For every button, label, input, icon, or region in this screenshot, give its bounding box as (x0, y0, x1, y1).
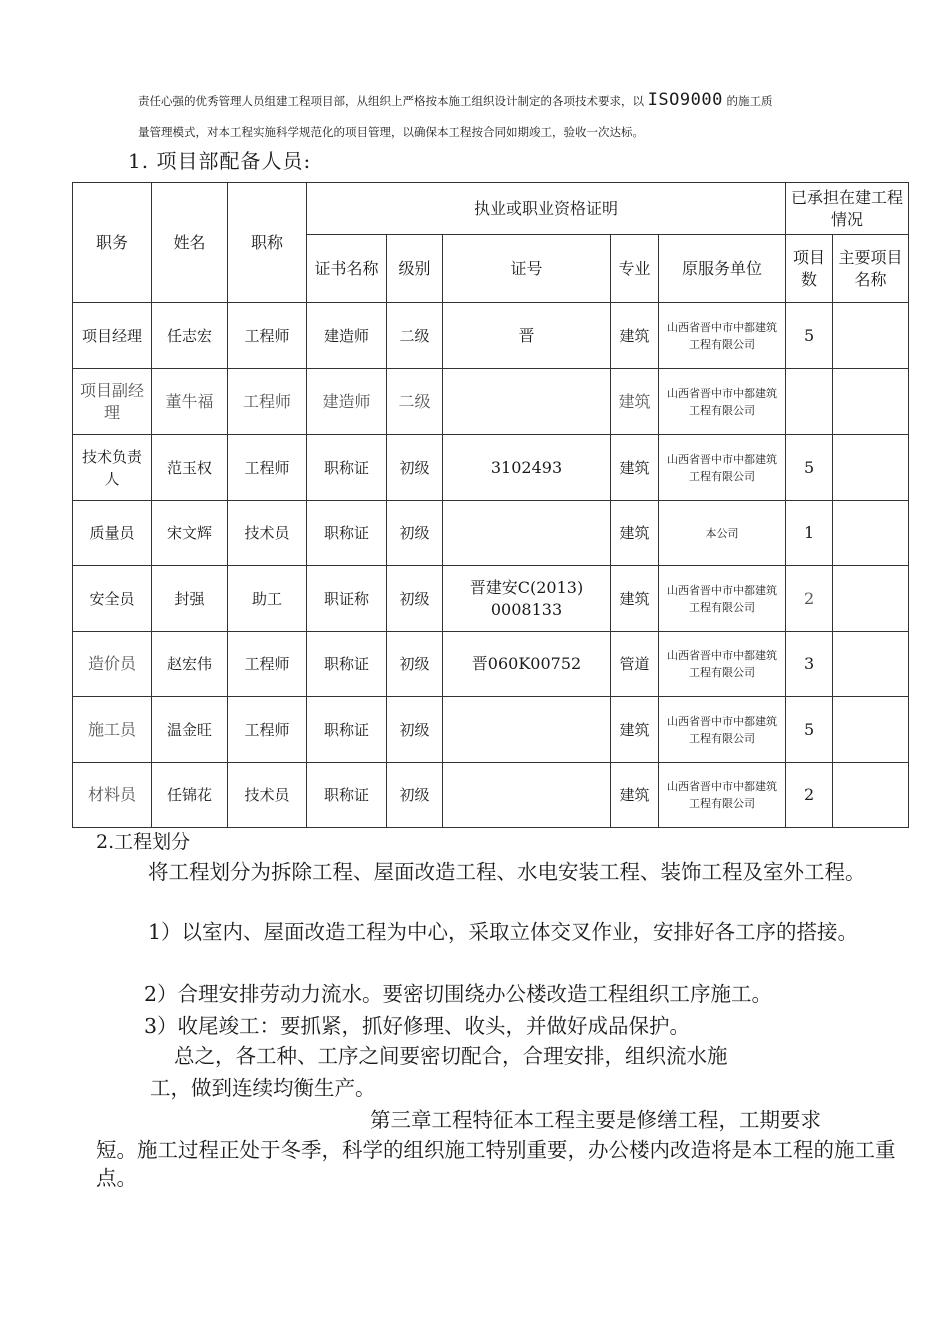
cell-name: 宋文辉 (152, 501, 228, 566)
cell-major: 建筑 (611, 501, 659, 566)
cell-cert: 建造师 (307, 369, 387, 435)
header-cert-name: 证书名称 (307, 235, 387, 303)
cell-unit: 山西省晋中市中都建筑工程有限公司 (659, 697, 786, 763)
table-row (73, 763, 909, 828)
cell-name: 赵宏伟 (152, 632, 228, 697)
header-project-count: 项目数 (786, 235, 833, 303)
cell-title: 工程师 (228, 697, 307, 763)
table-row (73, 501, 909, 566)
header-title: 职称 (228, 183, 307, 303)
cell-level: 初级 (387, 632, 443, 697)
header-former-unit: 原服务单位 (659, 235, 786, 303)
table-row (73, 632, 909, 697)
cell-count: 5 (786, 303, 833, 369)
cell-unit: 本公司 (659, 501, 786, 566)
cell-major: 建筑 (611, 303, 659, 369)
cell-position: 项目经理 (73, 303, 152, 369)
cell-name: 封强 (152, 566, 228, 632)
header-position: 职务 (73, 183, 152, 303)
cell-title: 技术员 (228, 763, 307, 828)
paragraph: 2）合理安排劳动力流水。要密切围绕办公楼改造工程组织工序施工。 (144, 982, 773, 1006)
cell-cert-no (443, 763, 611, 828)
cell-title: 工程师 (228, 435, 307, 501)
section-2-title: 2.工程划分 (96, 831, 191, 853)
cell-count: 3 (786, 632, 833, 697)
cell-position: 安全员 (73, 566, 152, 632)
header-cert-no: 证号 (443, 235, 611, 303)
cell-cert-no (443, 501, 611, 566)
cell-name: 董牛福 (152, 369, 228, 435)
cell-unit: 山西省晋中市中都建筑工程有限公司 (659, 435, 786, 501)
cell-title: 工程师 (228, 303, 307, 369)
chapter-3-heading-line: 第三章工程特征本工程主要是修缮工程，工期要求 (370, 1108, 821, 1132)
header-major: 专业 (611, 235, 659, 303)
cell-unit: 山西省晋中市中都建筑工程有限公司 (659, 369, 786, 435)
cell-cert-no: 晋建安C(2013) 0008133 (443, 566, 611, 632)
cell-position: 造价员 (73, 632, 152, 697)
cell-projects (833, 501, 909, 566)
cell-count: 1 (786, 501, 833, 566)
cell-name: 温金旺 (152, 697, 228, 763)
header-level: 级别 (387, 235, 443, 303)
cell-count: 2 (786, 566, 833, 632)
cell-major: 建筑 (611, 435, 659, 501)
header-cert-group: 执业或职业资格证明 (307, 183, 786, 235)
cell-cert: 职称证 (307, 763, 387, 828)
cell-title: 工程师 (228, 369, 307, 435)
header-main-projects: 主要项目名称 (833, 235, 909, 303)
cell-level: 初级 (387, 501, 443, 566)
cell-unit: 山西省晋中市中都建筑工程有限公司 (659, 632, 786, 697)
cell-level: 二级 (387, 369, 443, 435)
cell-projects (833, 435, 909, 501)
paragraph: 短。施工过程正处于冬季，科学的组织施工特别重要，办公楼内改造将是本工程的施工重点。 (96, 1138, 896, 1190)
cell-projects (833, 632, 909, 697)
paragraph: 1）以室内、屋面改造工程为中心，采取立体交叉作业，安排好各工序的搭接。 (148, 920, 859, 944)
table-row (73, 303, 909, 369)
paragraph: 3）收尾竣工：要抓紧，抓好修理、收头，并做好成品保护。 (144, 1014, 691, 1038)
cell-level: 初级 (387, 435, 443, 501)
header-row-1 (73, 183, 909, 235)
cell-title: 技术员 (228, 501, 307, 566)
cell-major: 管道 (611, 632, 659, 697)
cell-level: 初级 (387, 697, 443, 763)
cell-cert-no (443, 697, 611, 763)
intro-text: 责任心强的优秀管理人员组建工程项目部，从组织上严格按本施工组织设计制定的各项技术要求，以 (138, 94, 644, 108)
cell-cert: 职称证 (307, 632, 387, 697)
cell-cert-no (443, 369, 611, 435)
cell-projects (833, 369, 909, 435)
cell-projects (833, 697, 909, 763)
table-row (73, 435, 909, 501)
intro-line-2: 量管理模式，对本工程实施科学规范化的项目管理，以确保本工程按合同如期竣工，验收一次达标。 (138, 125, 644, 139)
header-ongoing-group: 已承担在建工程情况 (786, 183, 909, 235)
cell-unit: 山西省晋中市中都建筑工程有限公司 (659, 566, 786, 632)
section-1-title: 1. 项目部配备人员: (128, 149, 312, 173)
cell-position: 材料员 (73, 763, 152, 828)
cell-count: 5 (786, 435, 833, 501)
cell-level: 初级 (387, 763, 443, 828)
cell-unit: 山西省晋中市中都建筑工程有限公司 (659, 303, 786, 369)
cell-level: 初级 (387, 566, 443, 632)
cell-title: 工程师 (228, 632, 307, 697)
cell-cert-no: 3102493 (443, 435, 611, 501)
cell-count (786, 369, 833, 435)
cell-name: 任志宏 (152, 303, 228, 369)
cell-projects (833, 566, 909, 632)
staff-table (72, 182, 909, 828)
cell-name: 任锦花 (152, 763, 228, 828)
cell-level: 二级 (387, 303, 443, 369)
iso-code: ISO9000 (647, 90, 723, 110)
table-row (73, 697, 909, 763)
header-name: 姓名 (152, 183, 228, 303)
cell-major: 建筑 (611, 763, 659, 828)
cell-count: 2 (786, 763, 833, 828)
cell-cert: 职称证 (307, 501, 387, 566)
cell-cert: 建造师 (307, 303, 387, 369)
cell-position: 质量员 (73, 501, 152, 566)
cell-cert-no: 晋060K00752 (443, 632, 611, 697)
cell-title: 助工 (228, 566, 307, 632)
paragraph: 工，做到连续均衡生产。 (150, 1076, 376, 1100)
cell-position: 技术负责人 (73, 435, 152, 501)
cell-position: 项目副经理 (73, 369, 152, 435)
cell-count: 5 (786, 697, 833, 763)
table-row (73, 566, 909, 632)
cell-cert-no: 晋 (443, 303, 611, 369)
cell-cert: 职证称 (307, 566, 387, 632)
paragraph: 总之，各工种、工序之间要密切配合，合理安排，组织流水施 (174, 1044, 728, 1068)
cell-position: 施工员 (73, 697, 152, 763)
cell-name: 范玉权 (152, 435, 228, 501)
cell-unit: 山西省晋中市中都建筑工程有限公司 (659, 763, 786, 828)
cell-projects (833, 303, 909, 369)
table-row (73, 369, 909, 435)
cell-major: 建筑 (611, 566, 659, 632)
intro-text: 的施工质 (726, 94, 773, 108)
cell-cert: 职称证 (307, 435, 387, 501)
intro-line-1 (138, 84, 918, 117)
cell-major: 建筑 (611, 369, 659, 435)
cell-projects (833, 763, 909, 828)
paragraph: 将工程划分为拆除工程、屋面改造工程、水电安装工程、装饰工程及室外工程。 (148, 860, 866, 884)
cell-major: 建筑 (611, 697, 659, 763)
cell-cert: 职称证 (307, 697, 387, 763)
